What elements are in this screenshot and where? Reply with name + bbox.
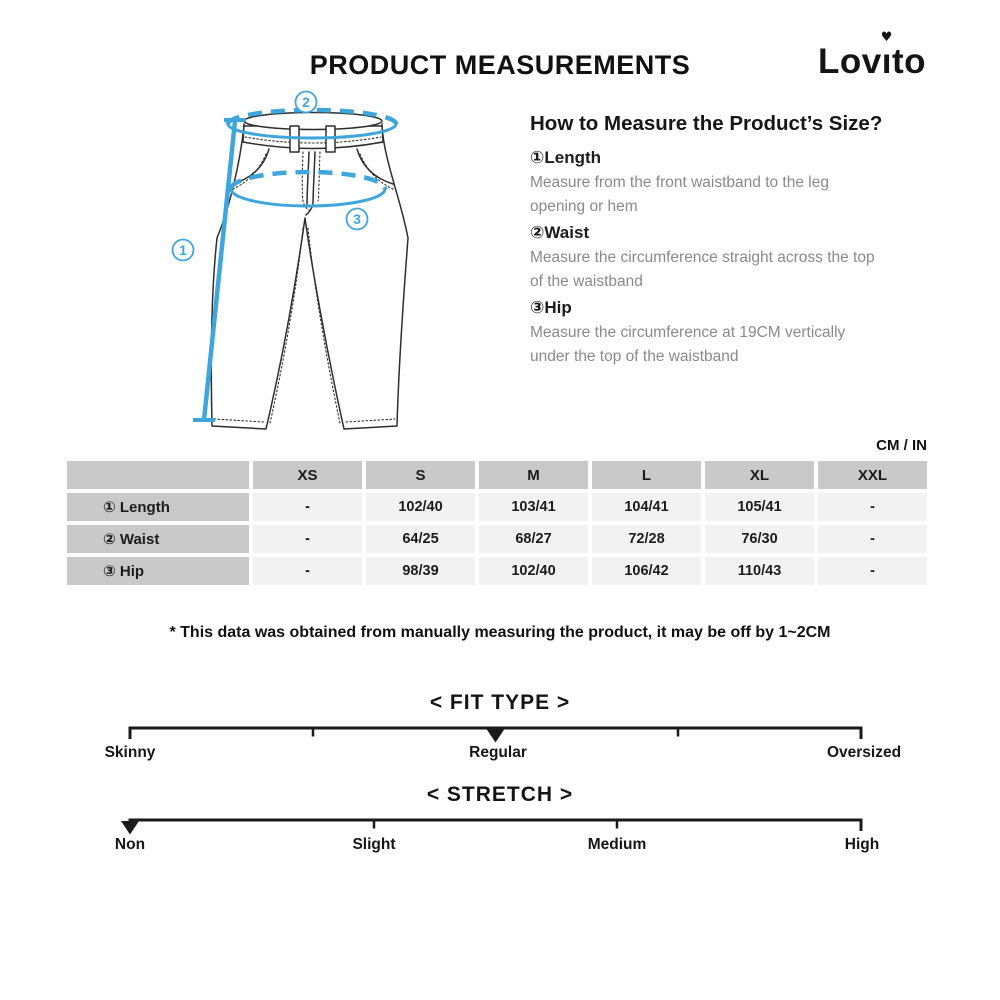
guide-item-desc: Measure from the front waistband to the leg opening or hem	[530, 174, 829, 216]
table-cell: 106/42	[592, 557, 701, 585]
callout-number-waist: 2	[302, 94, 310, 110]
table-header-cell: XL	[705, 461, 814, 489]
table-header-cell: XXL	[818, 461, 927, 489]
stretch-label-high: High	[844, 836, 880, 853]
fit-label-oversized: Oversized	[826, 744, 902, 761]
table-row-label: ③ Hip	[67, 557, 249, 585]
table-cell: 64/25	[366, 525, 475, 553]
stretch-marker-icon	[121, 821, 139, 835]
table-header-cell: L	[592, 461, 701, 489]
fit-type-title: < FIT TYPE >	[429, 691, 571, 714]
guide-item-waist	[530, 223, 882, 294]
table-cell: 105/41	[705, 493, 814, 521]
guide-item-length	[530, 148, 882, 219]
stretch-label-medium: Medium	[587, 836, 647, 853]
table-cell: -	[253, 525, 362, 553]
table-cell: 68/27	[479, 525, 588, 553]
stretch-title: < STRETCH >	[426, 783, 574, 806]
table-cell: -	[818, 525, 927, 553]
guide-item-desc: Measure the circumference at 19CM vertically under the top of the waistband	[530, 324, 846, 366]
measure-guide	[530, 112, 882, 369]
table-cell: 76/30	[705, 525, 814, 553]
guide-item-title: ③Hip	[530, 298, 572, 318]
table-row-label: ② Waist	[67, 525, 249, 553]
fit-type-marker-icon	[487, 729, 505, 743]
fit-label-regular: Regular	[469, 744, 527, 761]
table-cell: 104/41	[592, 493, 701, 521]
stretch-label-slight: Slight	[352, 836, 396, 853]
guide-heading: How to Measure the Product’s Size?	[530, 112, 883, 135]
table-cell: 102/40	[479, 557, 588, 585]
stretch-label-non: Non	[114, 836, 146, 853]
heart-icon: ♥	[880, 30, 893, 45]
callout-number-length: 1	[179, 242, 187, 258]
guide-item-title: ②Waist	[530, 223, 590, 243]
pants-outline	[211, 126, 408, 429]
table-cell: -	[818, 557, 927, 585]
guide-item-desc: Measure the circumference straight across the top of the waistband	[530, 249, 875, 291]
table-row-label: ① Length	[67, 493, 249, 521]
table-cell: -	[253, 557, 362, 585]
lovito-logo: Lovı ♥ to	[817, 30, 926, 81]
guide-item-hip	[530, 298, 882, 369]
table-header-cell: XS	[253, 461, 362, 489]
table-cell: 98/39	[366, 557, 475, 585]
units-label: CM / IN	[876, 437, 927, 454]
table-cell: 102/40	[366, 493, 475, 521]
pants-measurement-diagram	[150, 88, 490, 443]
stretch-labels	[0, 836, 1000, 856]
table-header-cell: S	[366, 461, 475, 489]
table-cell: 110/43	[705, 557, 814, 585]
table-header-cell	[67, 461, 249, 489]
measurement-disclaimer: * This data was obtained from manually measuring the product, it may be off by 1~2CM	[169, 624, 831, 641]
table-header-cell: M	[479, 461, 588, 489]
waist-opening	[244, 113, 382, 130]
table-cell: 72/28	[592, 525, 701, 553]
table-cell: 103/41	[479, 493, 588, 521]
callout-number-hip: 3	[353, 211, 361, 227]
logo-letter-i: ı ♥	[880, 30, 893, 81]
table-cell: -	[818, 493, 927, 521]
fit-label-skinny: Skinny	[104, 744, 156, 761]
fit-type-labels	[0, 744, 1000, 764]
table-cell: -	[253, 493, 362, 521]
guide-item-title: ①Length	[530, 148, 602, 167]
size-table	[67, 461, 927, 585]
page-title: PRODUCT MEASUREMENTS	[309, 50, 691, 80]
logo-text: Lov	[817, 42, 882, 81]
